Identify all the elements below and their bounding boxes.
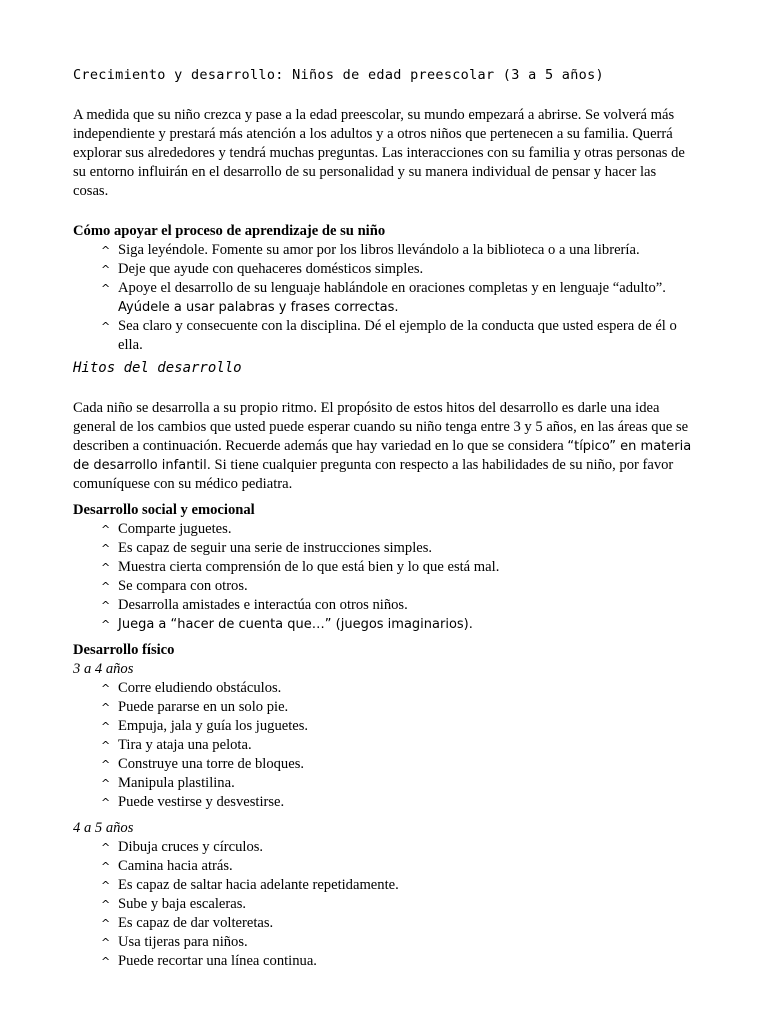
list-item: ^ Sube y baja escaleras. <box>101 896 247 912</box>
physical-list-3-4 <box>73 679 695 812</box>
list-item: ^ Desarrolla amistades e interactúa con otros niños. <box>101 597 408 613</box>
caret-bullet-icon: ^ <box>101 955 111 968</box>
caret-bullet-icon: ^ <box>101 758 111 771</box>
caret-bullet-icon: ^ <box>101 682 111 695</box>
list-item: ^ Es capaz de seguir una serie de instrucciones simples. <box>101 540 433 556</box>
caret-bullet-icon: ^ <box>101 739 111 752</box>
caret-bullet-icon: ^ <box>101 841 111 854</box>
caret-bullet-icon: ^ <box>101 898 111 911</box>
list-item: ^ Es capaz de saltar hacia adelante repetidamente. <box>101 877 399 893</box>
caret-bullet-icon: ^ <box>101 320 111 333</box>
social-list <box>73 520 695 634</box>
list-item: ^ Tira y ataja una pelota. <box>101 737 252 753</box>
intro-paragraph: A medida que su niño crezca y pase a la edad preescolar, su mundo empezará a abrirse. Se volverá más independiente y prestará más atención a los adultos y a otros niños que pertenecen a su familia. Querrá explorar sus alrededores y tendrá muchas preguntas. Las interacciones con su familia y otras personas de su entorno influirán en el desarrollo de su personalidad y su manera individual de pensar y hacer las cosas. <box>73 107 685 199</box>
list-item: ^ Usa tijeras para niños. <box>101 934 248 950</box>
document-page <box>73 66 695 971</box>
caret-bullet-icon: ^ <box>101 701 111 714</box>
support-list <box>73 241 695 355</box>
caret-bullet-icon: ^ <box>101 263 111 276</box>
list-item: ^ Manipula plastilina. <box>101 775 235 791</box>
list-item: ^ Apoye el desarrollo de su lenguaje hablándole en oraciones completas y en lenguaje “adulto”. Ayúdele a usar palabras y frases correctas. <box>101 280 666 315</box>
caret-bullet-icon: ^ <box>101 244 111 257</box>
list-item: ^ Construye una torre de bloques. <box>101 756 305 772</box>
list-item: ^ Sea claro y consecuente con la disciplina. Dé el ejemplo de la conducta que usted espera de él o ella. <box>101 318 677 353</box>
list-item: ^ Corre eludiendo obstáculos. <box>101 680 282 696</box>
age-group-label: 3 a 4 años <box>73 661 134 677</box>
milestones-paragraph: Cada niño se desarrolla a su propio ritmo. El propósito de estos hitos del desarrollo es darle una idea general de los cambios que usted puede esperar cuando su niño tenga entre 3 y 5 años, en las áreas que se describen a continuación. Recuerde además que hay variedad en lo que se considera “típico” en materia de desarrollo infantil. Si tiene cualquier pregunta con respecto a las habilidades de su niño, por favor comuníquese con su médico pediatra. <box>73 400 692 492</box>
physical-list-4-5 <box>73 838 695 971</box>
caret-bullet-icon: ^ <box>101 917 111 930</box>
caret-bullet-icon: ^ <box>101 542 111 555</box>
caret-bullet-icon: ^ <box>101 860 111 873</box>
list-item: ^ Dibuja cruces y círculos. <box>101 839 264 855</box>
list-item: ^ Se compara con otros. <box>101 578 248 594</box>
caret-bullet-icon: ^ <box>101 777 111 790</box>
caret-bullet-icon: ^ <box>101 282 111 295</box>
age-group-label: 4 a 5 años <box>73 820 134 836</box>
caret-bullet-icon: ^ <box>101 720 111 733</box>
document-title: Crecimiento y desarrollo: Niños de edad preescolar (3 a 5 años) <box>73 67 604 83</box>
list-item: ^ Camina hacia atrás. <box>101 858 233 874</box>
list-item: ^ Muestra cierta comprensión de lo que está bien y lo que está mal. <box>101 559 500 575</box>
list-item: ^ Puede vestirse y desvestirse. <box>101 794 285 810</box>
list-item: ^ Juega a “hacer de cuenta que…” (juegos imaginarios). <box>101 617 473 632</box>
list-item: ^ Puede recortar una línea continua. <box>101 953 317 969</box>
caret-bullet-icon: ^ <box>101 879 111 892</box>
list-item: ^ Deje que ayude con quehaceres domésticos simples. <box>101 261 424 277</box>
caret-bullet-icon: ^ <box>101 936 111 949</box>
list-item: ^ Empuja, jala y guía los juguetes. <box>101 718 309 734</box>
milestones-heading: Hitos del desarrollo <box>73 360 242 376</box>
caret-bullet-icon: ^ <box>101 523 111 536</box>
physical-heading: Desarrollo físico <box>73 642 175 658</box>
social-heading: Desarrollo social y emocional <box>73 502 255 518</box>
caret-bullet-icon: ^ <box>101 796 111 809</box>
caret-bullet-icon: ^ <box>101 561 111 574</box>
list-item: ^ Es capaz de dar volteretas. <box>101 915 274 931</box>
support-heading: Cómo apoyar el proceso de aprendizaje de su niño <box>73 223 386 239</box>
caret-bullet-icon: ^ <box>101 618 111 631</box>
list-item: ^ Puede pararse en un solo pie. <box>101 699 289 715</box>
caret-bullet-icon: ^ <box>101 599 111 612</box>
list-item: ^ Siga leyéndole. Fomente su amor por los libros llevándolo a la biblioteca o a una librería. <box>101 242 640 258</box>
caret-bullet-icon: ^ <box>101 580 111 593</box>
list-item: ^ Comparte juguetes. <box>101 521 232 537</box>
